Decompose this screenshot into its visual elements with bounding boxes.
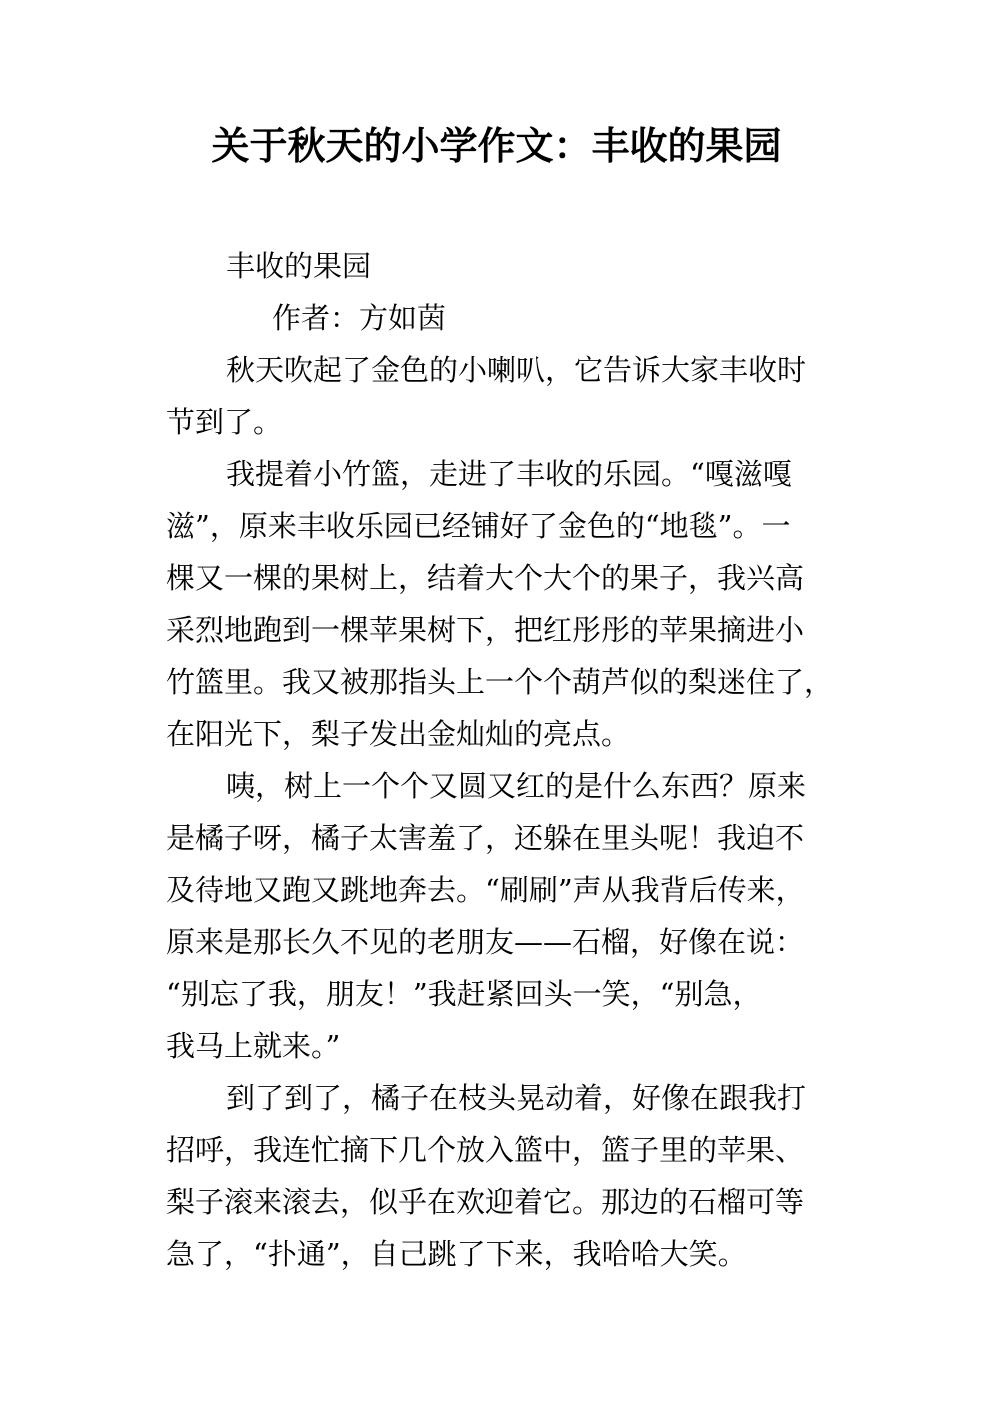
paragraph-line: 节到了。	[166, 405, 283, 439]
paragraph-3	[166, 760, 838, 1072]
paragraph-line: 在阳光下，梨子发出金灿灿的亮点。	[166, 717, 631, 751]
paragraph-2	[166, 448, 838, 760]
paragraph-1	[166, 344, 838, 448]
paragraph-line: “别忘了我，朋友！”我赶紧回头一笑，“别急，	[166, 977, 762, 1011]
paragraph-line: 到了到了，橘子在枝头晃动着，好像在跟我打	[226, 1081, 807, 1115]
paragraph-line: 秋天吹起了金色的小喇叭，它告诉大家丰收时	[226, 353, 807, 387]
paragraph-line: 是橘子呀，橘子太害羞了，还躲在里头呢！我迫不	[166, 821, 805, 855]
essay-subtitle: 丰收的果园	[226, 249, 372, 283]
paragraph-line: 我提着小竹篮，走进了丰收的乐园。“嘎滋嘎	[226, 457, 792, 491]
paragraph-line: 及待地又跑又跳地奔去。“刷刷”声从我背后传来，	[166, 873, 805, 907]
paragraph-line: 急了，“扑通”，自己跳了下来，我哈哈大笑。	[166, 1237, 747, 1271]
paragraph-line: 咦，树上一个个又圆又红的是什么东西？原来	[226, 769, 807, 803]
paragraph-line: 招呼，我连忙摘下几个放入篮中，篮子里的苹果、	[166, 1133, 805, 1167]
paragraph-line: 我马上就来。”	[166, 1029, 341, 1063]
paragraph-line: 棵又一棵的果树上，结着大个大个的果子，我兴高	[166, 561, 805, 595]
essay-author: 作者：方如茵	[272, 301, 447, 335]
document-body	[166, 240, 838, 1280]
paragraph-4	[166, 1072, 838, 1280]
paragraph-line: 滋”，原来丰收乐园已经铺好了金色的“地毯”。一	[166, 509, 791, 543]
paragraph-line: 采烈地跑到一棵苹果树下，把红彤彤的苹果摘进小	[166, 613, 805, 647]
document-title: 关于秋天的小学作文：丰收的果园	[211, 124, 782, 168]
paragraph-line: 竹篮里。我又被那指头上一个个葫芦似的梨迷住了，	[166, 665, 834, 699]
paragraph-line: 原来是那长久不见的老朋友——石榴，好像在说：	[166, 925, 805, 959]
paragraph-line: 梨子滚来滚去，似乎在欢迎着它。那边的石榴可等	[166, 1185, 805, 1219]
